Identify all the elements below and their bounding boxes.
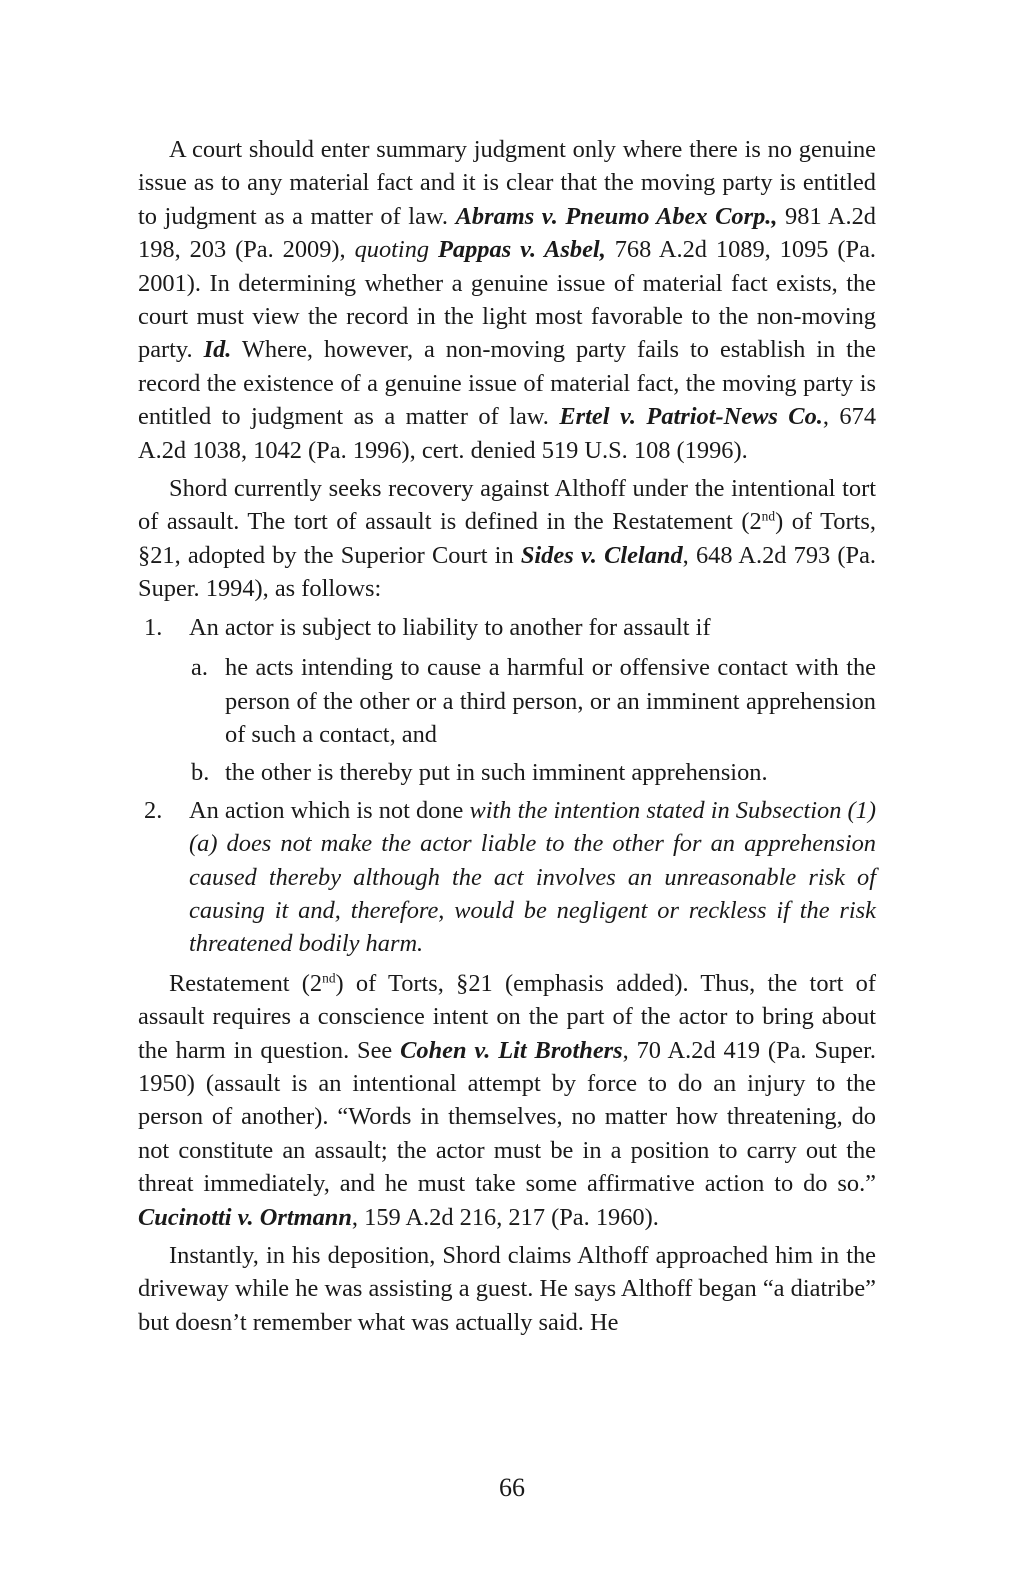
list-letter: b. <box>191 759 210 787</box>
list-text: the other is thereby put in such imminent apprehension. <box>225 759 768 787</box>
list-item-1 <box>138 611 876 644</box>
list-number: 1. <box>144 613 163 641</box>
list-text <box>189 794 876 961</box>
list-number: 2. <box>144 796 163 824</box>
text-run: , 70 A.2d 419 (Pa. Super. 1950) (assault is an intentional attempt by force to do an injury to the person of another). “Words in themselves, no matter how threatening, do not constitute an assault; the actor must be in a position to carry out the threat immediately, and he must take some affirmative action to do so.” <box>138 1036 876 1198</box>
case-citation: Sides v. Cleland <box>520 541 683 569</box>
text-run: , 674 A.2d 1038, 1042 (Pa. 1996), cert. denied 519 U.S. 108 (1996). <box>138 403 877 464</box>
superscript: nd <box>761 508 776 524</box>
text-run: Instantly, in his deposition, Shord claims Althoff approached him in the driveway while he was assisting a guest. He says Althoff began “a diatribe” but doesn’t remember what was actually said. He <box>138 1242 876 1336</box>
text-run: 981 A.2d 198, 203 (Pa. 2009), <box>138 202 876 264</box>
list-item-2 <box>138 794 876 961</box>
emphasized-text: with the intention stated in Subsection (1)(a) does not make the actor liable to the other for an apprehension caused thereby although the act involves an unreasonable risk of causing it and, therefore, would be negligent or reckless if the risk threatened bodily harm. <box>189 796 876 958</box>
text-run <box>429 236 438 263</box>
text-run: 768 A.2d 1089, 1095 (Pa. 2001). In determining whether a genuine issue of material fact exists, the court must view the record in the light most favorable to the non-moving party. <box>138 236 876 364</box>
paragraph-summary-judgment <box>138 133 876 467</box>
text-run: Restatement (2 <box>169 969 323 997</box>
text-run: ) of Torts, §21 (emphasis added). Thus, the tort of assault requires a conscience intent on the part of the actor to bring about the harm in question. See <box>138 969 876 1064</box>
case-citation: Abrams v. Pneumo Abex Corp., <box>455 202 778 230</box>
superscript: nd <box>322 970 336 986</box>
paragraph-restatement-commentary <box>138 967 876 1234</box>
list-subitem-b <box>189 756 876 789</box>
text-run: An action which is not done <box>189 796 470 824</box>
page-number: 66 <box>499 1473 525 1502</box>
text-run: , 159 A.2d 216, 217 (Pa. 1960). <box>351 1203 659 1231</box>
text-run: Where, however, a non-moving party fails to establish in the record the existence of a genuine issue of material fact, the moving party is entitled to judgment as a matter of law. <box>138 336 876 431</box>
list-text: he acts intending to cause a harmful or offensive contact with the person of the other or a third person, or an imminent apprehension of such a contact, and <box>225 654 876 748</box>
case-citation: Cucinotti v. Ortmann <box>138 1203 352 1231</box>
case-citation: Pappas v. Asbel, <box>438 236 606 264</box>
text-run: ) of Torts, §21, adopted by the Superior Court in <box>138 508 876 569</box>
signal-word: quoting <box>354 236 430 264</box>
body-text <box>138 133 876 1339</box>
list-subitem-a <box>189 651 876 751</box>
case-citation: Ertel v. Patriot-News Co. <box>559 403 823 431</box>
case-citation: Cohen v. Lit Brothers <box>400 1036 623 1064</box>
case-citation: Id. <box>203 336 232 364</box>
text-run: , 648 A.2d 793 (Pa. Super. 1994), as follows: <box>138 541 877 603</box>
text-run: A court should enter summary judgment only where there is no genuine issue as to any material fact and it is clear that the moving party is entitled to judgment as a matter of law. <box>138 136 876 230</box>
list-letter: a. <box>191 654 208 682</box>
list-text: An actor is subject to liability to another for assault if <box>189 613 711 641</box>
text-run: Shord currently seeks recovery against Althoff under the intentional tort of assault. The tort of assault is defined in the Restatement (2 <box>138 475 876 536</box>
paragraph-deposition <box>138 1239 876 1339</box>
paragraph-assault-definition <box>138 472 876 606</box>
